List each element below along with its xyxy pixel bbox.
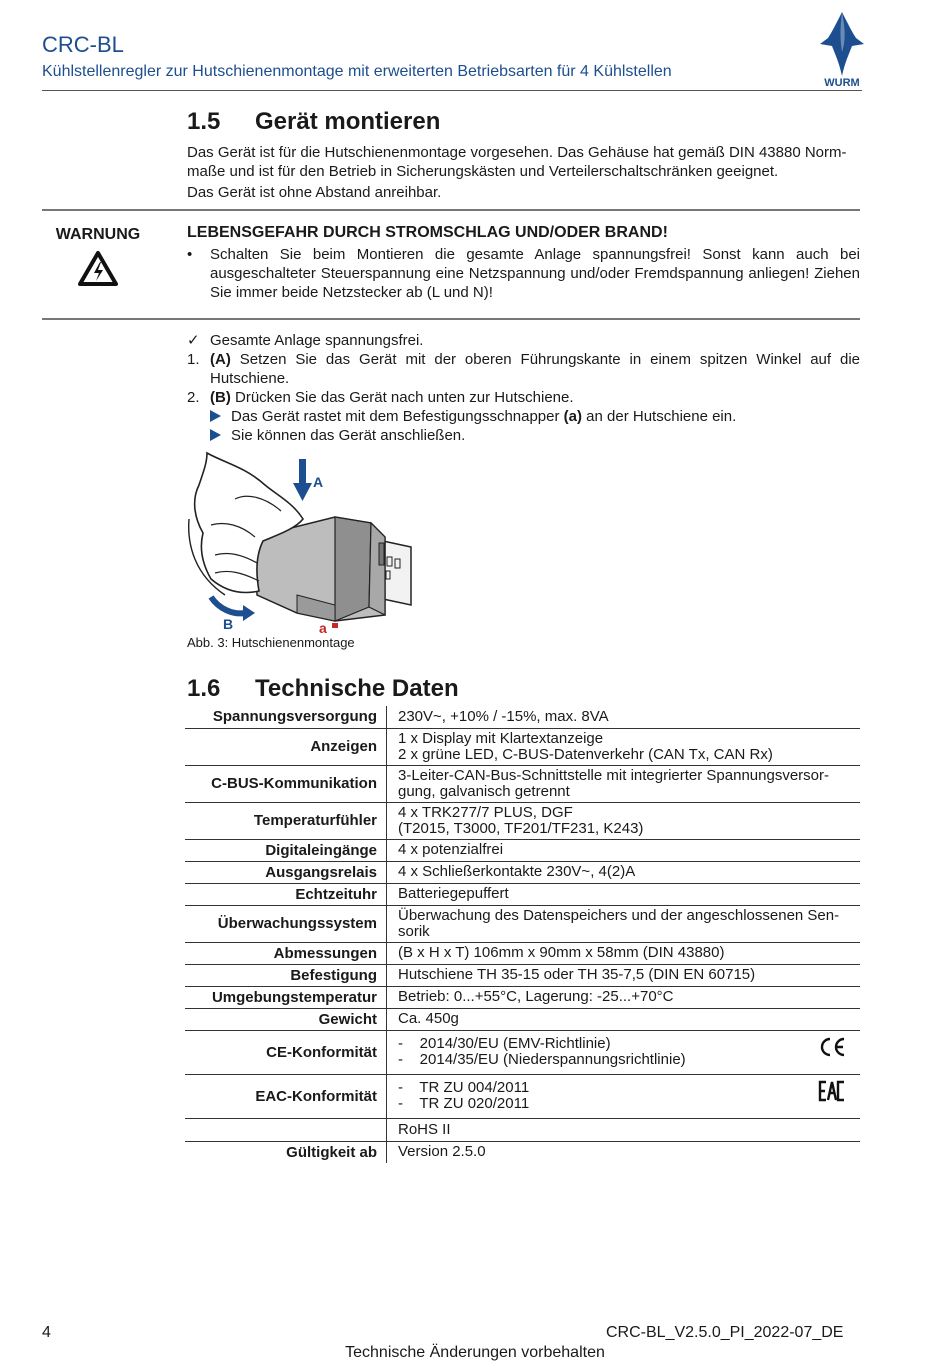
step-tag: (A) <box>210 351 231 368</box>
tech-data-table <box>185 706 860 1163</box>
row-key: CE-Konformität <box>185 1030 387 1074</box>
step-2-body: Drücken Sie das Gerät nach unten zur Hutschiene. <box>230 389 574 406</box>
row-value <box>387 1074 861 1118</box>
row-key: Ausgangsrelais <box>185 861 387 883</box>
row-key: Umgebungstemperatur <box>185 986 387 1008</box>
value-line: Überwachung des Datenspeichers und der angeschlossenen Sen- <box>398 906 840 924</box>
table-row <box>185 942 860 964</box>
step-1 <box>187 350 860 388</box>
row-value <box>387 905 861 942</box>
step-1-text <box>210 350 860 388</box>
section-heading-mount <box>187 108 440 136</box>
row-key <box>185 1118 387 1141</box>
row-key: Anzeigen <box>185 728 387 765</box>
row-key: C-BUS-Kommunikation <box>185 765 387 802</box>
section-number: 1.6 <box>187 675 221 702</box>
row-value <box>387 942 861 964</box>
table-row <box>185 1074 860 1118</box>
ce-mark-icon <box>818 1036 846 1062</box>
row-key: Überwachungssystem <box>185 905 387 942</box>
value-line: Betrieb: 0...+55°C, Lagerung: -25...+70°C <box>398 988 674 1005</box>
header-divider <box>42 90 862 91</box>
warning-bullet: • <box>187 246 193 263</box>
row-value <box>387 861 861 883</box>
row-value <box>387 883 861 905</box>
value-line: sorik <box>398 922 430 940</box>
document-title: CRC-BL <box>42 32 124 57</box>
step-2-text <box>210 388 860 407</box>
figure-caption: Abb. 3: Hutschienenmontage <box>187 635 355 650</box>
precondition-text: Gesamte Anlage spannungsfrei. <box>210 332 424 349</box>
row-value <box>387 1008 861 1030</box>
warning-bottom-rule <box>42 318 860 320</box>
table-row <box>185 765 860 802</box>
table-row <box>185 706 860 728</box>
value-line: (T2015, T3000, TF201/TF231, K243) <box>398 819 644 837</box>
value-line: Batteriegepuffert <box>398 885 509 902</box>
page-number: 4 <box>42 1324 51 1341</box>
table-row <box>185 1141 860 1163</box>
step-tag: (B) <box>210 389 231 406</box>
section-title: Gerät montieren <box>255 108 441 135</box>
logo-wordmark: WURM <box>824 77 860 88</box>
table-row <box>185 1118 860 1141</box>
result-1-post: an der Hutschiene ein. <box>582 408 737 425</box>
footer-note: Technische Änderungen vorbehalten <box>345 1344 605 1361</box>
row-value <box>387 964 861 986</box>
row-key: Abmessungen <box>185 942 387 964</box>
warning-top-rule <box>42 209 860 211</box>
row-key: Gültigkeit ab <box>185 1141 387 1163</box>
table-row <box>185 964 860 986</box>
result-2-text: Sie können das Gerät anschließen. <box>231 427 466 444</box>
value-line: 1 x Display mit Klartextanzeige <box>398 729 604 747</box>
wurm-logo <box>812 10 872 88</box>
value-line: (B x H x T) 106mm x 90mm x 58mm (DIN 43880) <box>398 944 725 961</box>
row-key: Befestigung <box>185 964 387 986</box>
table-row <box>185 728 860 765</box>
row-key: Temperaturfühler <box>185 802 387 839</box>
table-row <box>185 905 860 942</box>
intro-line-1: Das Gerät ist für die Hutschienenmontage vorgesehen. Das Gehäuse hat gemäß DIN 43880 Norm- <box>187 144 847 161</box>
row-key: Digitaleingänge <box>185 839 387 861</box>
value-line: RoHS II <box>398 1120 451 1138</box>
warning-heading: LEBENSGEFAHR DURCH STROMSCHLAG UND/ODER BRAND! <box>187 224 668 241</box>
section-title: Technische Daten <box>255 675 459 702</box>
eac-mark-icon <box>818 1080 846 1106</box>
row-key: Spannungsversorgung <box>185 706 387 728</box>
value-line: - TR ZU 004/2011 <box>398 1079 530 1096</box>
table-row <box>185 839 860 861</box>
table-row <box>185 986 860 1008</box>
row-value <box>387 839 861 861</box>
warning-text <box>187 245 860 302</box>
row-key: EAC-Konformität <box>185 1074 387 1118</box>
label-b: B <box>223 616 234 632</box>
result-1 <box>210 407 736 426</box>
row-value <box>387 1030 861 1074</box>
step-number: 2. <box>187 389 200 406</box>
value-line: 4 x TRK277/7 PLUS, DGF <box>398 803 573 821</box>
document-subtitle: Kühlstellenregler zur Hutschienenmontage mit erweiterten Betriebsarten für 4 Kühlstellen <box>42 63 672 80</box>
value-line: 4 x potenzialfrei <box>398 841 504 858</box>
step-2 <box>187 388 860 407</box>
row-key: Gewicht <box>185 1008 387 1030</box>
value-line: 3-Leiter-CAN-Bus-Schnittstelle mit integrierter Spannungsversor- <box>398 766 830 784</box>
value-line: Version 2.5.0 <box>398 1143 486 1161</box>
row-value <box>387 765 861 802</box>
value-line: - 2014/35/EU (Niederspannungsrichtlinie) <box>398 1051 686 1068</box>
table-row <box>185 883 860 905</box>
intro-line-3: Das Gerät ist ohne Abstand anreihbar. <box>187 184 442 201</box>
table-row <box>185 1008 860 1030</box>
section-heading-tech <box>187 675 459 703</box>
table-row <box>185 861 860 883</box>
value-line: 230V~, +10% / -15%, max. 8VA <box>398 707 609 725</box>
arrow-right-icon <box>210 410 221 422</box>
value-line: 2 x grüne LED, C-BUS-Datenverkehr (CAN Tx, CAN Rx) <box>398 745 773 763</box>
check-icon: ✓ <box>187 332 200 349</box>
value-line: Ca. 450g <box>398 1010 459 1027</box>
electric-hazard-icon <box>77 250 119 293</box>
value-line: Hutschiene TH 35-15 oder TH 35-7,5 (DIN EN 60715) <box>398 966 756 983</box>
label-a-upper: A <box>313 474 324 490</box>
row-value <box>387 1118 861 1141</box>
intro-paragraph <box>187 143 860 202</box>
row-value <box>387 802 861 839</box>
value-line: - 2014/30/EU (EMV-Richtlinie) <box>398 1035 611 1052</box>
row-key: Echtzeituhr <box>185 883 387 905</box>
result-1-tag: (a) <box>563 408 583 425</box>
mounting-illustration <box>185 445 425 637</box>
warning-body: Schalten Sie beim Montieren die gesamte Anlage spannungsfrei! Sonst kann auch bei ausgeschalteter Steuerspannung eine Netzspannung und/oder Fremdspannung anliegen! Ziehen Sie immer beide Netzstecker ab (L und N)! <box>210 246 860 301</box>
section-number: 1.5 <box>187 108 221 135</box>
document-id: CRC-BL_V2.5.0_PI_2022-07_DE <box>606 1324 844 1341</box>
arrow-right-icon <box>210 429 221 441</box>
row-value <box>387 986 861 1008</box>
step-1-body: Setzen Sie das Gerät mit der oberen Führungskante in einem spitzen Winkel auf die Hutschiene. <box>210 351 860 387</box>
result-1-pre: Das Gerät rastet mit dem Befestigungsschnapper <box>231 408 564 425</box>
table-row <box>185 802 860 839</box>
table-row <box>185 1030 860 1074</box>
row-value <box>387 706 861 728</box>
result-2 <box>210 426 465 445</box>
value-line: - TR ZU 020/2011 <box>398 1095 530 1112</box>
step-number: 1. <box>187 351 200 368</box>
row-value <box>387 728 861 765</box>
row-value <box>387 1141 861 1163</box>
label-a-lower: a <box>319 620 327 636</box>
value-line: gung, galvanisch getrennt <box>398 782 570 800</box>
precondition <box>187 331 860 350</box>
intro-line-2: maße und ist für den Betrieb in Sicherungskästen und Verteilerschaltschränken geeignet. <box>187 163 779 180</box>
warning-label: WARNUNG <box>55 226 141 243</box>
value-line: 4 x Schließerkontakte 230V~, 4(2)A <box>398 863 636 880</box>
